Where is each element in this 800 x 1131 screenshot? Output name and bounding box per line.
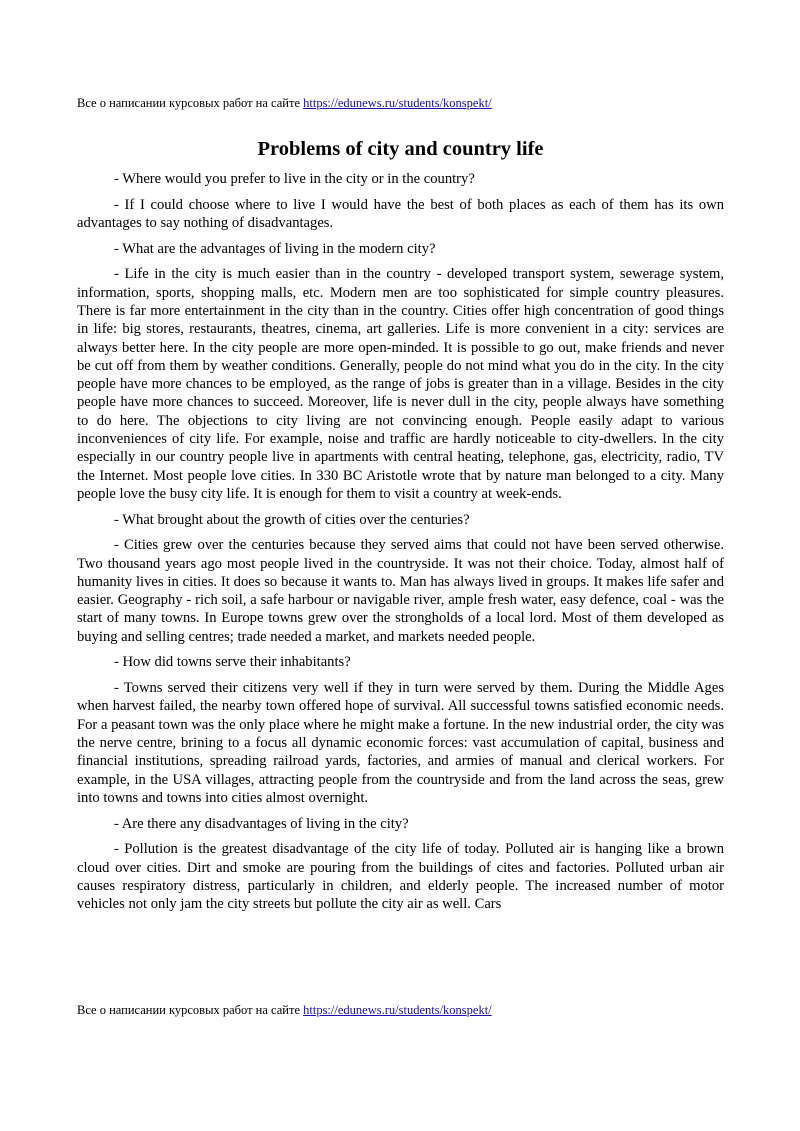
question-paragraph: - Where would you prefer to live in the city or in the country? <box>114 171 475 187</box>
footer-link[interactable]: https://edunews.ru/students/konspekt/ <box>303 1003 492 1017</box>
page-header <box>77 96 492 111</box>
answer-paragraph: - Life in the city is much easier than in the country - developed transport system, sewerage system, information, sports, shopping malls, etc. Modern men are too sophisticated for simple country pleasures. There is far more entertainment in the city than in the country. Cities offer high concentration of good things in life: big stores, restaurants, theatres, cinema, art galleries. Life is more convenient in a city: services are always better here. In the city people are more open-minded. It is possible to go out, make friends and never be cut off from them by weather conditions. Generally, people do not mind what you do in the city. In the city people have more chances to be employed, as the range of jobs is greater than in a village. Besides in the city people have more chances to succeed. Moreover, life is never dull in the city, people always have something to do here. The objections to city living are not convincing enough. People easily adapt to various inconveniences of city life. For example, noise and traffic are hardly noticeable to city-dwellers. In the city especially in our country people live in apartments with central heating, telephone, gas, electricity, radio, TV the Internet. Most people love cities. In 330 BC Aristotle wrote that by nature man belonged to a city. Many people love the busy city life. It is enough for them to visit a country at week-ends. <box>77 266 724 502</box>
question-paragraph: - What brought about the growth of cities over the centuries? <box>114 511 470 528</box>
header-link[interactable]: https://edunews.ru/students/konspekt/ <box>303 96 492 110</box>
answer-paragraph: - Towns served their citizens very well if they in turn were served by them. During the Middle Ages when harvest failed, the nearby town offered hope of survival. All successful towns satisfied economic needs. For a peasant town was the only place where he might make a fortune. In the new industrial order, the city was the nerve centre, brining to a focus all dynamic economic forces: vast accumulation of capital, business and financial institutions, spreading railroad yards, factories, and armies of manual and clerical workers. For example, in the USA villages, attracting people from the countryside and from the land across the seas, grew into towns and towns into cities almost overnight. <box>77 680 724 806</box>
question-paragraph: - How did towns serve their inhabitants? <box>114 654 351 671</box>
page-footer <box>77 1003 492 1018</box>
header-text: Все о написании курсовых работ на сайте <box>77 96 304 110</box>
document-body <box>77 136 724 921</box>
document-title: Problems of city and country life <box>257 138 544 160</box>
footer-text: Все о написании курсовых работ на сайте <box>77 1003 304 1017</box>
answer-paragraph: - Pollution is the greatest disadvantage of the city life of today. Polluted air is hanging like a brown cloud over cities. Dirt and smoke are pouring from the buildings of cites and factories. Polluted urban air causes respiratory distress, particularly in children, and elderly people. The increased number of motor vehicles not only jam the city streets but pollute the city air as well. Cars <box>77 841 724 913</box>
question-paragraph: - What are the advantages of living in the modern city? <box>114 240 436 257</box>
answer-paragraph: - If I could choose where to live I would have the best of both places as each of them has its own advantages to say nothing of disadvantages. <box>77 196 724 231</box>
answer-paragraph: - Cities grew over the centuries because they served aims that could not have been served otherwise. Two thousand years ago most people lived in the countryside. It was not their choice. Today, almost half of humanity lives in cities. It does so because it wants to. Man has always lived in groups. It makes life safer and easier. Geography - rich soil, a safe harbour or navigable river, ample fresh water, easy defence, coal - was the start of many towns. In Europe towns grew over the strongholds of a local lord. Most of them developed as buying and selling centres; trade needed a market, and markets needed people. <box>77 537 724 645</box>
question-paragraph: - Are there any disadvantages of living in the city? <box>114 815 409 832</box>
